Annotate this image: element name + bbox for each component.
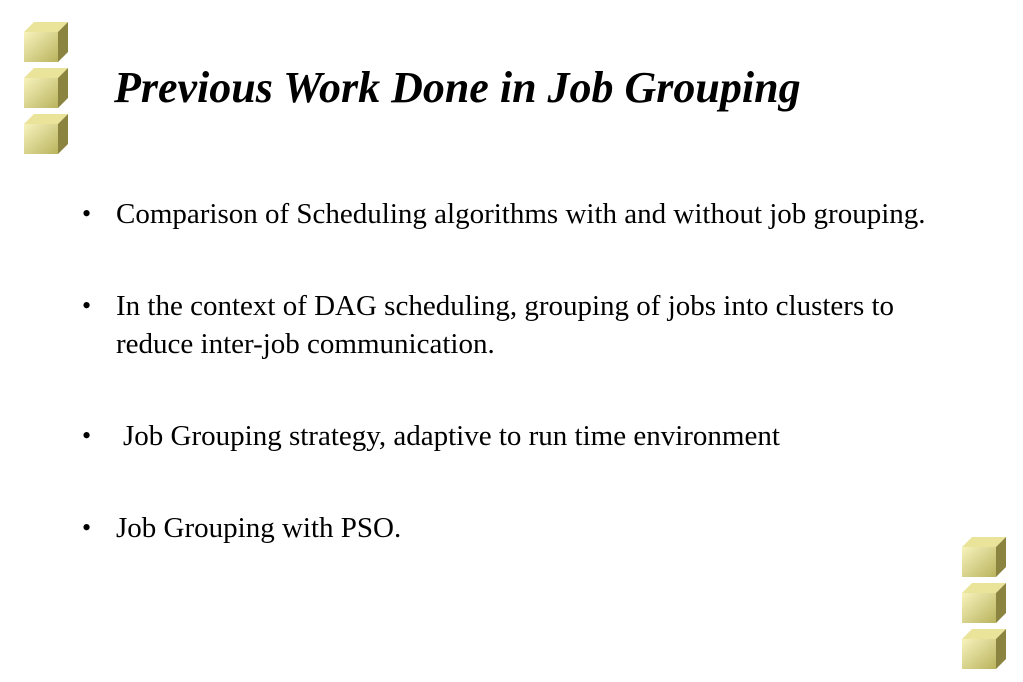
bullet-text: In the context of DAG scheduling, grouping of jobs into clusters to reduce inter-job communication. [116,290,895,360]
list-item [80,417,960,455]
bullet-text: Job Grouping with PSO. [116,512,402,544]
bullet-text: Comparison of Scheduling algorithms with and without job grouping. [116,198,926,230]
olive-cube-icon [24,68,68,108]
list-item [80,195,960,233]
bullet-dot: • [82,421,92,450]
slide-title: Previous Work Done in Job Grouping [114,63,801,112]
bullet-list [80,195,960,547]
bullet-dot: • [82,513,92,542]
list-item [80,287,960,363]
bullet-dot: • [82,199,92,228]
bullet-dot: • [82,291,92,320]
bullet-text: Job Grouping strategy, adaptive to run time environment [123,420,780,452]
olive-cube-icon [962,583,1006,623]
olive-cube-icon [962,537,1006,577]
olive-cube-icon [24,22,68,62]
cube-stack-top-left [24,22,70,160]
cube-stack-bottom-right [962,537,1008,675]
list-item [80,509,960,547]
olive-cube-icon [24,114,68,154]
olive-cube-icon [962,629,1006,669]
